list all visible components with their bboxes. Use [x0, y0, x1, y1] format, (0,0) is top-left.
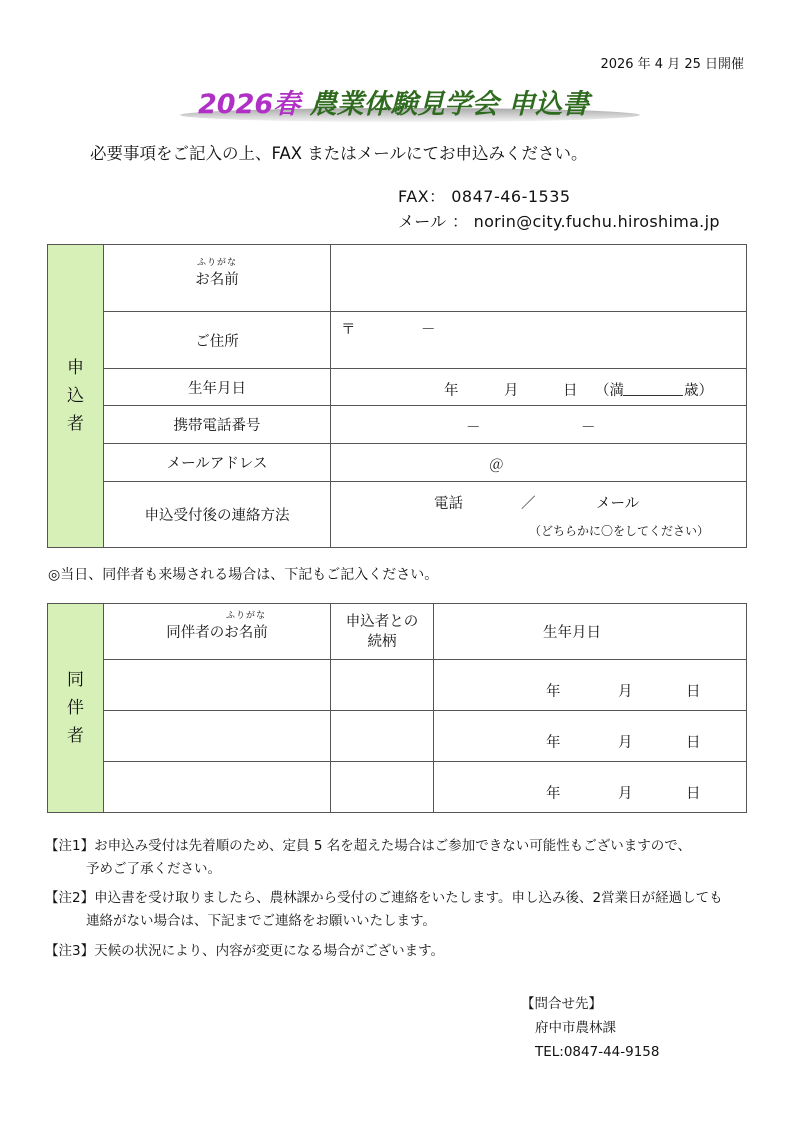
companion-note: ◎当日、同伴者も来場される場合は、下記もご記入ください。 [48, 567, 439, 583]
companion-name-field[interactable] [104, 660, 331, 711]
email-field[interactable]: ＠ [331, 444, 747, 482]
postal-dash: － [421, 322, 436, 338]
applicant-side-label: 申 込 者 [48, 245, 104, 548]
note-1: 【注1】お申込み受付は先着順のため、定員 5 名を超えた場合はご参加できない可能性もございますので、 予めご了承ください。 [45, 838, 691, 877]
contact-tel: TEL:0847-44-9158 [535, 1044, 660, 1060]
birthdate-label: 生年月日 [104, 369, 331, 406]
companion-birth-field[interactable]: 年 月 日 [434, 660, 747, 711]
companion-name-field[interactable] [104, 762, 331, 813]
companion-birth-header: 生年月日 [434, 604, 747, 660]
birthdate-field[interactable]: 年 月 日 （満 歳） [331, 369, 747, 406]
note-3: 【注3】天候の状況により、内容が変更になる場合がございます。 [45, 943, 445, 959]
relation-field[interactable] [331, 762, 434, 813]
companion-name-field[interactable] [104, 711, 331, 762]
applicant-name-field[interactable] [331, 245, 747, 312]
title-name: 農業体験見学会 申込書 [309, 89, 589, 120]
name-furigana: ふりがな [196, 257, 237, 268]
event-date: 2026 年 4 月 25 日開催 [600, 57, 744, 72]
mobile-label: 携帯電話番号 [104, 406, 331, 444]
address-field[interactable] [331, 312, 747, 369]
companion-birth-field[interactable]: 年 月 日 [434, 711, 747, 762]
contact-method-label: 申込受付後の連絡方法 [104, 482, 331, 548]
age-underline [623, 395, 683, 396]
note-2: 【注2】申込書を受け取りましたら、農林課から受付のご連絡をいたします。申し込み後、2営業日が経過しても 連絡がない場合は、下記までご連絡をお願いいたします。 [45, 890, 723, 929]
applicant-name-label: ふりがな お名前 [104, 245, 331, 312]
address-label: ご住所 [104, 312, 331, 369]
companion-name-header: 同伴者の ふりがな お名前 [104, 604, 331, 660]
contact-dept: 府中市農林課 [535, 1020, 616, 1036]
relation-field[interactable] [331, 711, 434, 762]
contact-method-field[interactable]: 電話 ／ メール （どちらかに〇をしてください） [331, 482, 747, 548]
email-address: メール ： norin@city.fuchu.hiroshima.jp [398, 212, 720, 231]
mobile-field[interactable]: － － [331, 406, 747, 444]
fax-number: FAX： 0847-46-1535 [398, 187, 571, 206]
applicant-table [47, 244, 747, 548]
companion-table [47, 603, 747, 813]
relation-field[interactable] [331, 660, 434, 711]
contact-hint: （どちらかに〇をしてください） [529, 524, 710, 538]
email-label: メールアドレス [104, 444, 331, 482]
postal-mark: 〒 [341, 322, 356, 338]
form-title [180, 80, 640, 126]
contact-block [521, 992, 659, 1064]
relation-header: 申込者との 続柄 [331, 604, 434, 660]
contact-heading: 【問合せ先】 [521, 996, 602, 1012]
companion-side-label: 同 伴 者 [48, 604, 104, 813]
companion-furigana: ふりがな [225, 611, 266, 621]
title-year: 2026春 [198, 89, 301, 120]
instructions: 必要事項をご記入の上、FAX またはメールにてお申込みください。 [90, 144, 588, 163]
companion-birth-field[interactable]: 年 月 日 [434, 762, 747, 813]
